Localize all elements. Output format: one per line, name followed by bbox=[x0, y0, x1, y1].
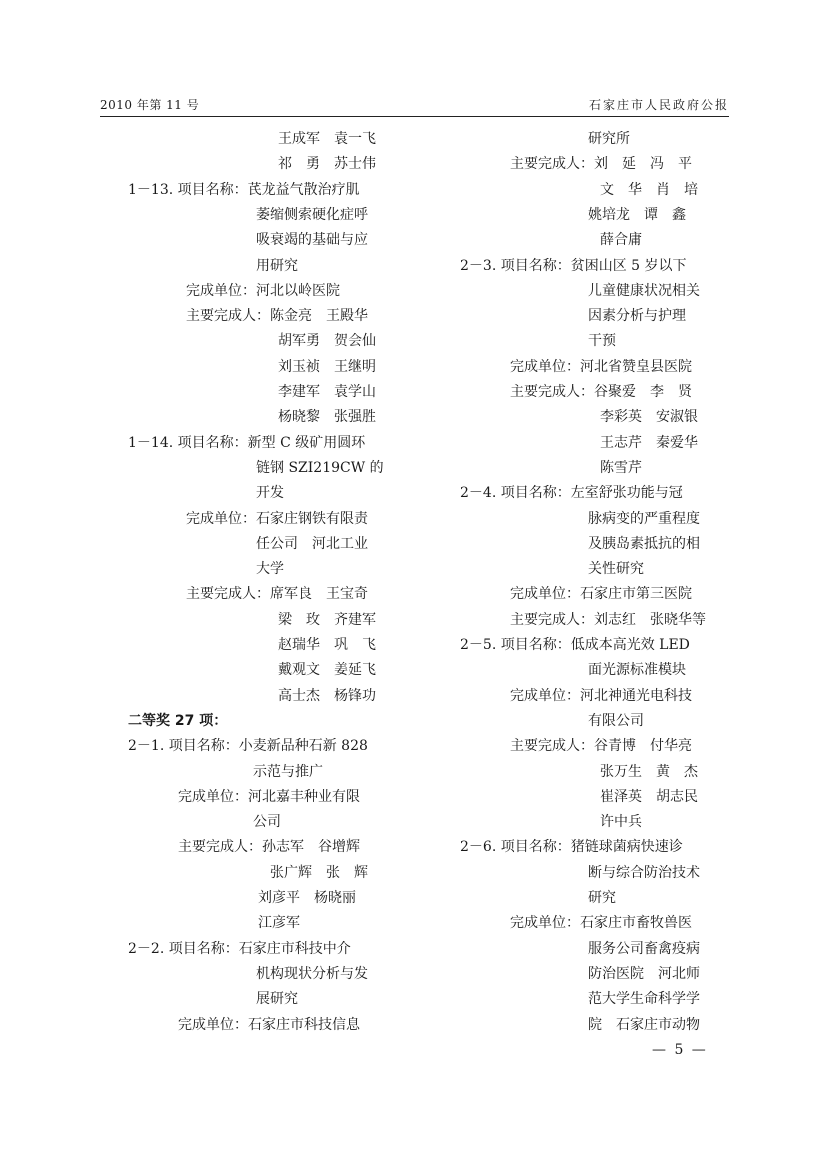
issue-label: 2010 年第 11 号 bbox=[100, 98, 200, 112]
left-column-line: 赵瑞华 巩 飞 bbox=[278, 637, 376, 653]
left-column bbox=[128, 129, 428, 1049]
left-column-line: 1－14. 项目名称：新型 C 级矿用圆环 bbox=[128, 435, 366, 451]
right-column-line: 干预 bbox=[588, 333, 616, 349]
left-column-line: 江彦军 bbox=[258, 915, 300, 931]
right-column-line: 2－4. 项目名称：左室舒张功能与冠 bbox=[460, 485, 683, 501]
left-column-line: 萎缩侧索硬化症呼 bbox=[256, 207, 368, 223]
right-column-line: 崔泽英 胡志民 bbox=[600, 789, 698, 805]
right-column-line: 主要完成人：刘志红 张晓华等 bbox=[510, 612, 706, 628]
right-column-line: 完成单位：河北省赞皇县医院 bbox=[510, 359, 692, 375]
left-column-line: 祁 勇 苏士伟 bbox=[278, 156, 376, 172]
left-column-line: 张广辉 张 辉 bbox=[270, 865, 368, 881]
left-column-line: 机构现状分析与发 bbox=[256, 966, 368, 982]
left-column-line: 吸衰竭的基础与应 bbox=[256, 232, 368, 248]
left-column-line: 开发 bbox=[256, 485, 284, 501]
left-column-line: 王成军 袁一飞 bbox=[278, 131, 376, 147]
right-column-line: 2－5. 项目名称：低成本高光效 LED bbox=[460, 637, 690, 653]
left-column-line: 完成单位：河北嘉丰种业有限 bbox=[178, 789, 360, 805]
right-column-line: 王志芹 秦爱华 bbox=[600, 435, 698, 451]
right-column-line: 2－3. 项目名称：贫困山区 5 岁以下 bbox=[460, 258, 687, 274]
right-column-line: 研究所 bbox=[588, 131, 630, 147]
left-column-line: 梁 玫 齐建军 bbox=[278, 612, 376, 628]
left-column-line: 主要完成人：席军良 王宝奇 bbox=[186, 586, 368, 602]
right-column-line: 2－6. 项目名称：猪链球菌病快速诊 bbox=[460, 839, 683, 855]
right-column-line: 薛合庸 bbox=[600, 232, 642, 248]
right-column-line: 完成单位：河北神通光电科技 bbox=[510, 688, 692, 704]
right-column-line: 防治医院 河北师 bbox=[588, 966, 700, 982]
left-column-line: 完成单位：石家庄市科技信息 bbox=[178, 1017, 360, 1033]
right-column-line: 研究 bbox=[588, 890, 616, 906]
left-column-line: 二等奖 27 项： bbox=[128, 713, 228, 729]
left-column-line: 主要完成人：陈金亮 王殿华 bbox=[186, 308, 368, 324]
left-column-line: 用研究 bbox=[256, 258, 298, 274]
right-column-line: 面光源标准模块 bbox=[588, 662, 686, 678]
left-column-line: 完成单位：石家庄钢铁有限责 bbox=[186, 511, 368, 527]
left-column-line: 示范与推广 bbox=[253, 764, 323, 780]
right-column-line: 主要完成人：刘 延 冯 平 bbox=[510, 156, 692, 172]
left-column-line: 链钢 SZI219CW 的 bbox=[256, 460, 384, 476]
right-column-line: 主要完成人：谷聚爱 李 贤 bbox=[510, 384, 692, 400]
right-column-line: 关性研究 bbox=[588, 561, 644, 577]
publication-title: 石家庄市人民政府公报 bbox=[588, 98, 729, 112]
right-column-line: 张万生 黄 杰 bbox=[600, 764, 698, 780]
right-column-line: 陈雪芹 bbox=[600, 460, 642, 476]
left-column-line: 完成单位：河北以岭医院 bbox=[186, 283, 340, 299]
right-column-line: 完成单位：石家庄市第三医院 bbox=[510, 586, 692, 602]
left-column-line: 公司 bbox=[253, 814, 281, 830]
right-column-line: 完成单位：石家庄市畜牧兽医 bbox=[510, 915, 692, 931]
left-column-line: 李建军 袁学山 bbox=[278, 384, 376, 400]
left-column-line: 2－1. 项目名称：小麦新品种石新 828 bbox=[128, 738, 368, 754]
right-column-line: 及胰岛素抵抗的相 bbox=[588, 536, 700, 552]
right-column-line: 儿童健康状况相关 bbox=[588, 283, 700, 299]
right-column-line: 因素分析与护理 bbox=[588, 308, 686, 324]
left-column-line: 任公司 河北工业 bbox=[256, 536, 368, 552]
left-column-line: 展研究 bbox=[256, 991, 298, 1007]
right-column-line: 院 石家庄市动物 bbox=[588, 1017, 700, 1033]
left-column-line: 胡军勇 贺会仙 bbox=[278, 333, 376, 349]
right-column-line: 范大学生命科学学 bbox=[588, 991, 700, 1007]
page-number: — 5 — bbox=[652, 1042, 708, 1058]
left-column-line: 戴观文 姜延飞 bbox=[278, 662, 376, 678]
left-column-line: 杨晓黎 张强胜 bbox=[278, 409, 376, 425]
left-column-line: 1－13. 项目名称：芪龙益气散治疗肌 bbox=[128, 182, 360, 198]
right-column-line: 文 华 肖 培 bbox=[600, 182, 698, 198]
page-header bbox=[100, 96, 729, 116]
right-column-line: 服务公司畜禽疫病 bbox=[588, 941, 700, 957]
right-column-line: 有限公司 bbox=[588, 713, 644, 729]
left-column-line: 2－2. 项目名称：石家庄市科技中介 bbox=[128, 941, 351, 957]
right-column-line: 主要完成人：谷青博 付华亮 bbox=[510, 738, 692, 754]
right-column-line: 断与综合防治技术 bbox=[588, 865, 700, 881]
left-column-line: 主要完成人：孙志军 谷增辉 bbox=[178, 839, 360, 855]
right-column-line: 李彩英 安淑银 bbox=[600, 409, 698, 425]
right-column-line: 脉病变的严重程度 bbox=[588, 511, 700, 527]
right-column-line: 许中兵 bbox=[600, 814, 642, 830]
header-rule bbox=[100, 116, 729, 117]
left-column-line: 高士杰 杨锋功 bbox=[278, 688, 376, 704]
right-column-line: 姚培龙 谭 鑫 bbox=[588, 207, 686, 223]
left-column-line: 刘玉祯 王继明 bbox=[278, 359, 376, 375]
left-column-line: 刘彦平 杨晓丽 bbox=[258, 890, 356, 906]
left-column-line: 大学 bbox=[256, 561, 284, 577]
right-column bbox=[460, 129, 760, 1049]
